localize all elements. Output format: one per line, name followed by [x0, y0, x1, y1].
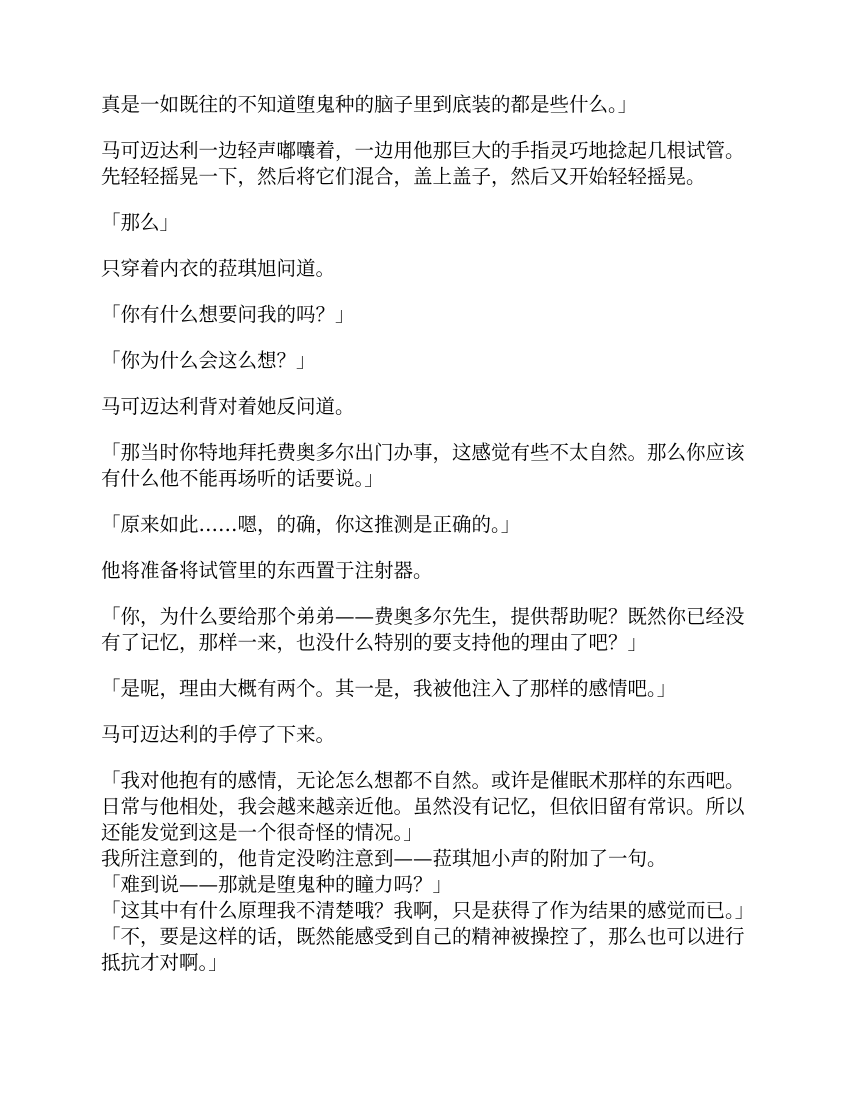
- paragraph-6: 「你为什么会这么想？」: [101, 349, 316, 372]
- paragraph-13: 马可迈达利的手停了下来。: [101, 723, 336, 746]
- paragraph-11: 「你，为什么要给那个弟弟——费奥多尔先生，提供帮助呢？既然你已经没有了记忆，那样一来，也没什么特别的要支持他的理由了吧？」: [101, 605, 745, 654]
- paragraph-12: 「是呢，理由大概有两个。其一是，我被他注入了那样的感情吧。」: [101, 677, 677, 700]
- paragraph-15: 我所注意到的，他肯定没哟注意到——菈琪旭小声的附加了一句。: [101, 847, 667, 870]
- paragraph-2: 马可迈达利一边轻声嘟囔着，一边用他那巨大的手指灵巧地捻起几根试管。先轻轻摇晃一下，然后将它们混合，盖上盖子，然后又开始轻轻摇晃。: [101, 139, 745, 188]
- paragraph-17: 「这其中有什么原理我不清楚哦？我啊，只是获得了作为结果的感觉而已。」: [101, 899, 755, 922]
- paragraph-10: 他将准备将试管里的东西置于注射器。: [101, 559, 433, 582]
- paragraph-9: 「原来如此……嗯，的确，你这推测是正确的。」: [101, 513, 521, 536]
- paragraph-5: 「你有什么想要问我的吗？」: [101, 303, 355, 326]
- paragraph-18: 「不，要是这样的话，既然能感受到自己的精神被操控了，那么也可以进行抵抗才对啊。」: [101, 925, 745, 974]
- paragraph-3: 「那么」: [101, 211, 180, 234]
- paragraph-1: 真是一如既往的不知道堕鬼种的脑子里到底装的都是些什么。」: [101, 93, 638, 116]
- paragraph-8: 「那当时你特地拜托费奥多尔出门办事，这感觉有些不太自然。那么你应该有什么他不能再场听的话要说。」: [101, 441, 745, 490]
- paragraph-7: 马可迈达利背对着她反问道。: [101, 395, 355, 418]
- paragraph-14: 「我对他抱有的感情，无论怎么想都不自然。或许是催眠术那样的东西吧。日常与他相处，我会越来越亲近他。虽然没有记忆，但依旧留有常识。所以还能发觉到这是一个很奇怪的情况。」: [101, 769, 745, 844]
- paragraph-16: 「难到说——那就是堕鬼种的瞳力吗？」: [101, 873, 453, 896]
- paragraph-4: 只穿着内衣的菈琪旭问道。: [101, 257, 336, 280]
- document-page: [101, 92, 755, 976]
